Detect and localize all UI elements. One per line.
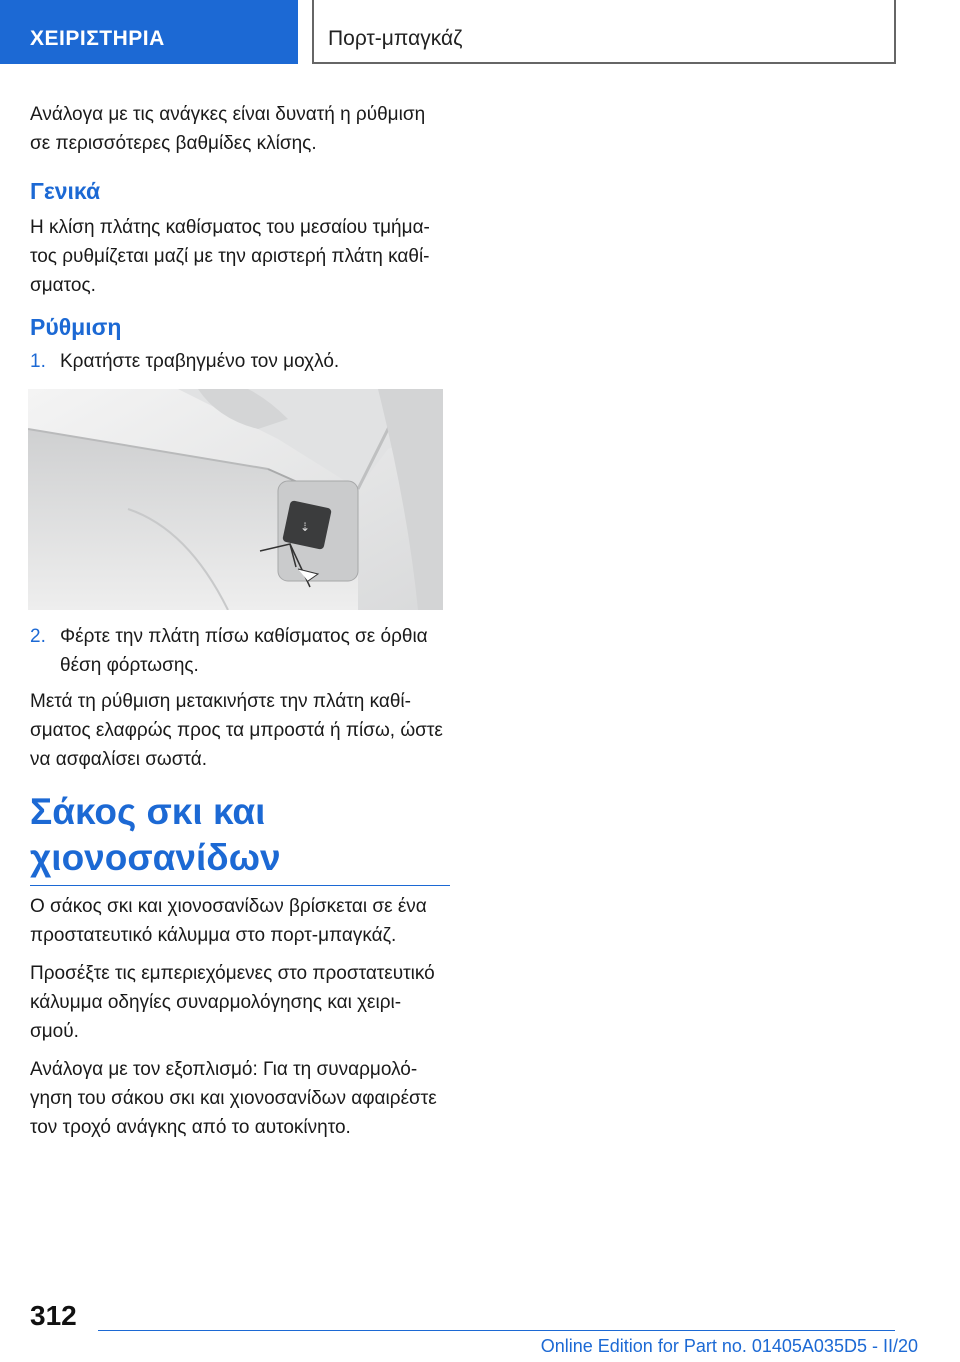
svg-text:⇣: ⇣ [300, 520, 311, 534]
adjustment-heading: Ρύθμιση [30, 314, 122, 340]
step-2 [30, 622, 448, 680]
step-2-number: 2. [30, 626, 46, 647]
chapter-tab: ΧΕΙΡΙΣΤΗΡΙΑ [0, 0, 298, 64]
ski-bag-p3: Ανάλογα με τον εξοπλισμό: Για τη συναρμολό-γηση του σάκου σκι και χιονοσανίδων αφαιρέστε τον τροχό ανάγκης από το αυτοκίνητο. [30, 1059, 437, 1138]
heading-rule [30, 885, 450, 886]
after-adjustment-text: Μετά τη ρύθμιση μετακινήστε την πλάτη καθί-σματος ελαφρώς προς τα μπροστά ή πίσω, ώστε να ασφαλίσει σωστά. [30, 691, 443, 770]
ski-bag-heading-line1: Σάκος σκι και [30, 791, 266, 832]
edition-text: Online Edition for Part no. 01405A035D5 - II/20 [540, 1336, 918, 1356]
general-text: Η κλίση πλάτης καθίσματος του μεσαίου τμήμα-τος ρυθμίζεται μαζί με την αριστερή πλάτη καθί-σματος. [30, 217, 430, 296]
step-1-text: Κρατήστε τραβηγμένο τον μοχλό. [60, 351, 340, 372]
general-heading: Γενικά [30, 178, 101, 204]
step-1-number: 1. [30, 351, 46, 372]
section-title: Πορτ-μπαγκάζ [312, 0, 896, 64]
seat-lever-drawing [28, 389, 443, 610]
page-number: 312 [30, 1300, 77, 1331]
seat-lever-illustration [28, 389, 443, 610]
adjustment-section [30, 314, 448, 376]
intro-block [30, 100, 448, 167]
footer-rule [98, 1330, 895, 1331]
ski-bag-p2: Προσέξτε τις εμπεριεχόμενες στο προστατευτικό κάλυμμα οδηγίες συναρμολόγησης και χειρι-σμού. [30, 963, 435, 1042]
general-section [30, 178, 448, 309]
ski-bag-p1: Ο σάκος σκι και χιονοσανίδων βρίσκεται σε ένα προστατευτικό κάλυμμα στο πορτ-μπαγκάζ. [30, 896, 427, 946]
ski-bag-section [30, 892, 448, 1151]
ski-bag-heading-line2: χιονοσανίδων [30, 837, 281, 878]
adjustment-continued [30, 622, 448, 783]
step-1 [30, 347, 448, 376]
ski-bag-heading-block [30, 789, 450, 886]
intro-text: Ανάλογα με τις ανάγκες είναι δυνατή η ρύθμιση σε περισσότερες βαθμίδες κλίσης. [30, 104, 426, 154]
step-2-text: Φέρτε την πλάτη πίσω καθίσματος σε όρθια θέση φόρτωσης. [60, 626, 428, 676]
